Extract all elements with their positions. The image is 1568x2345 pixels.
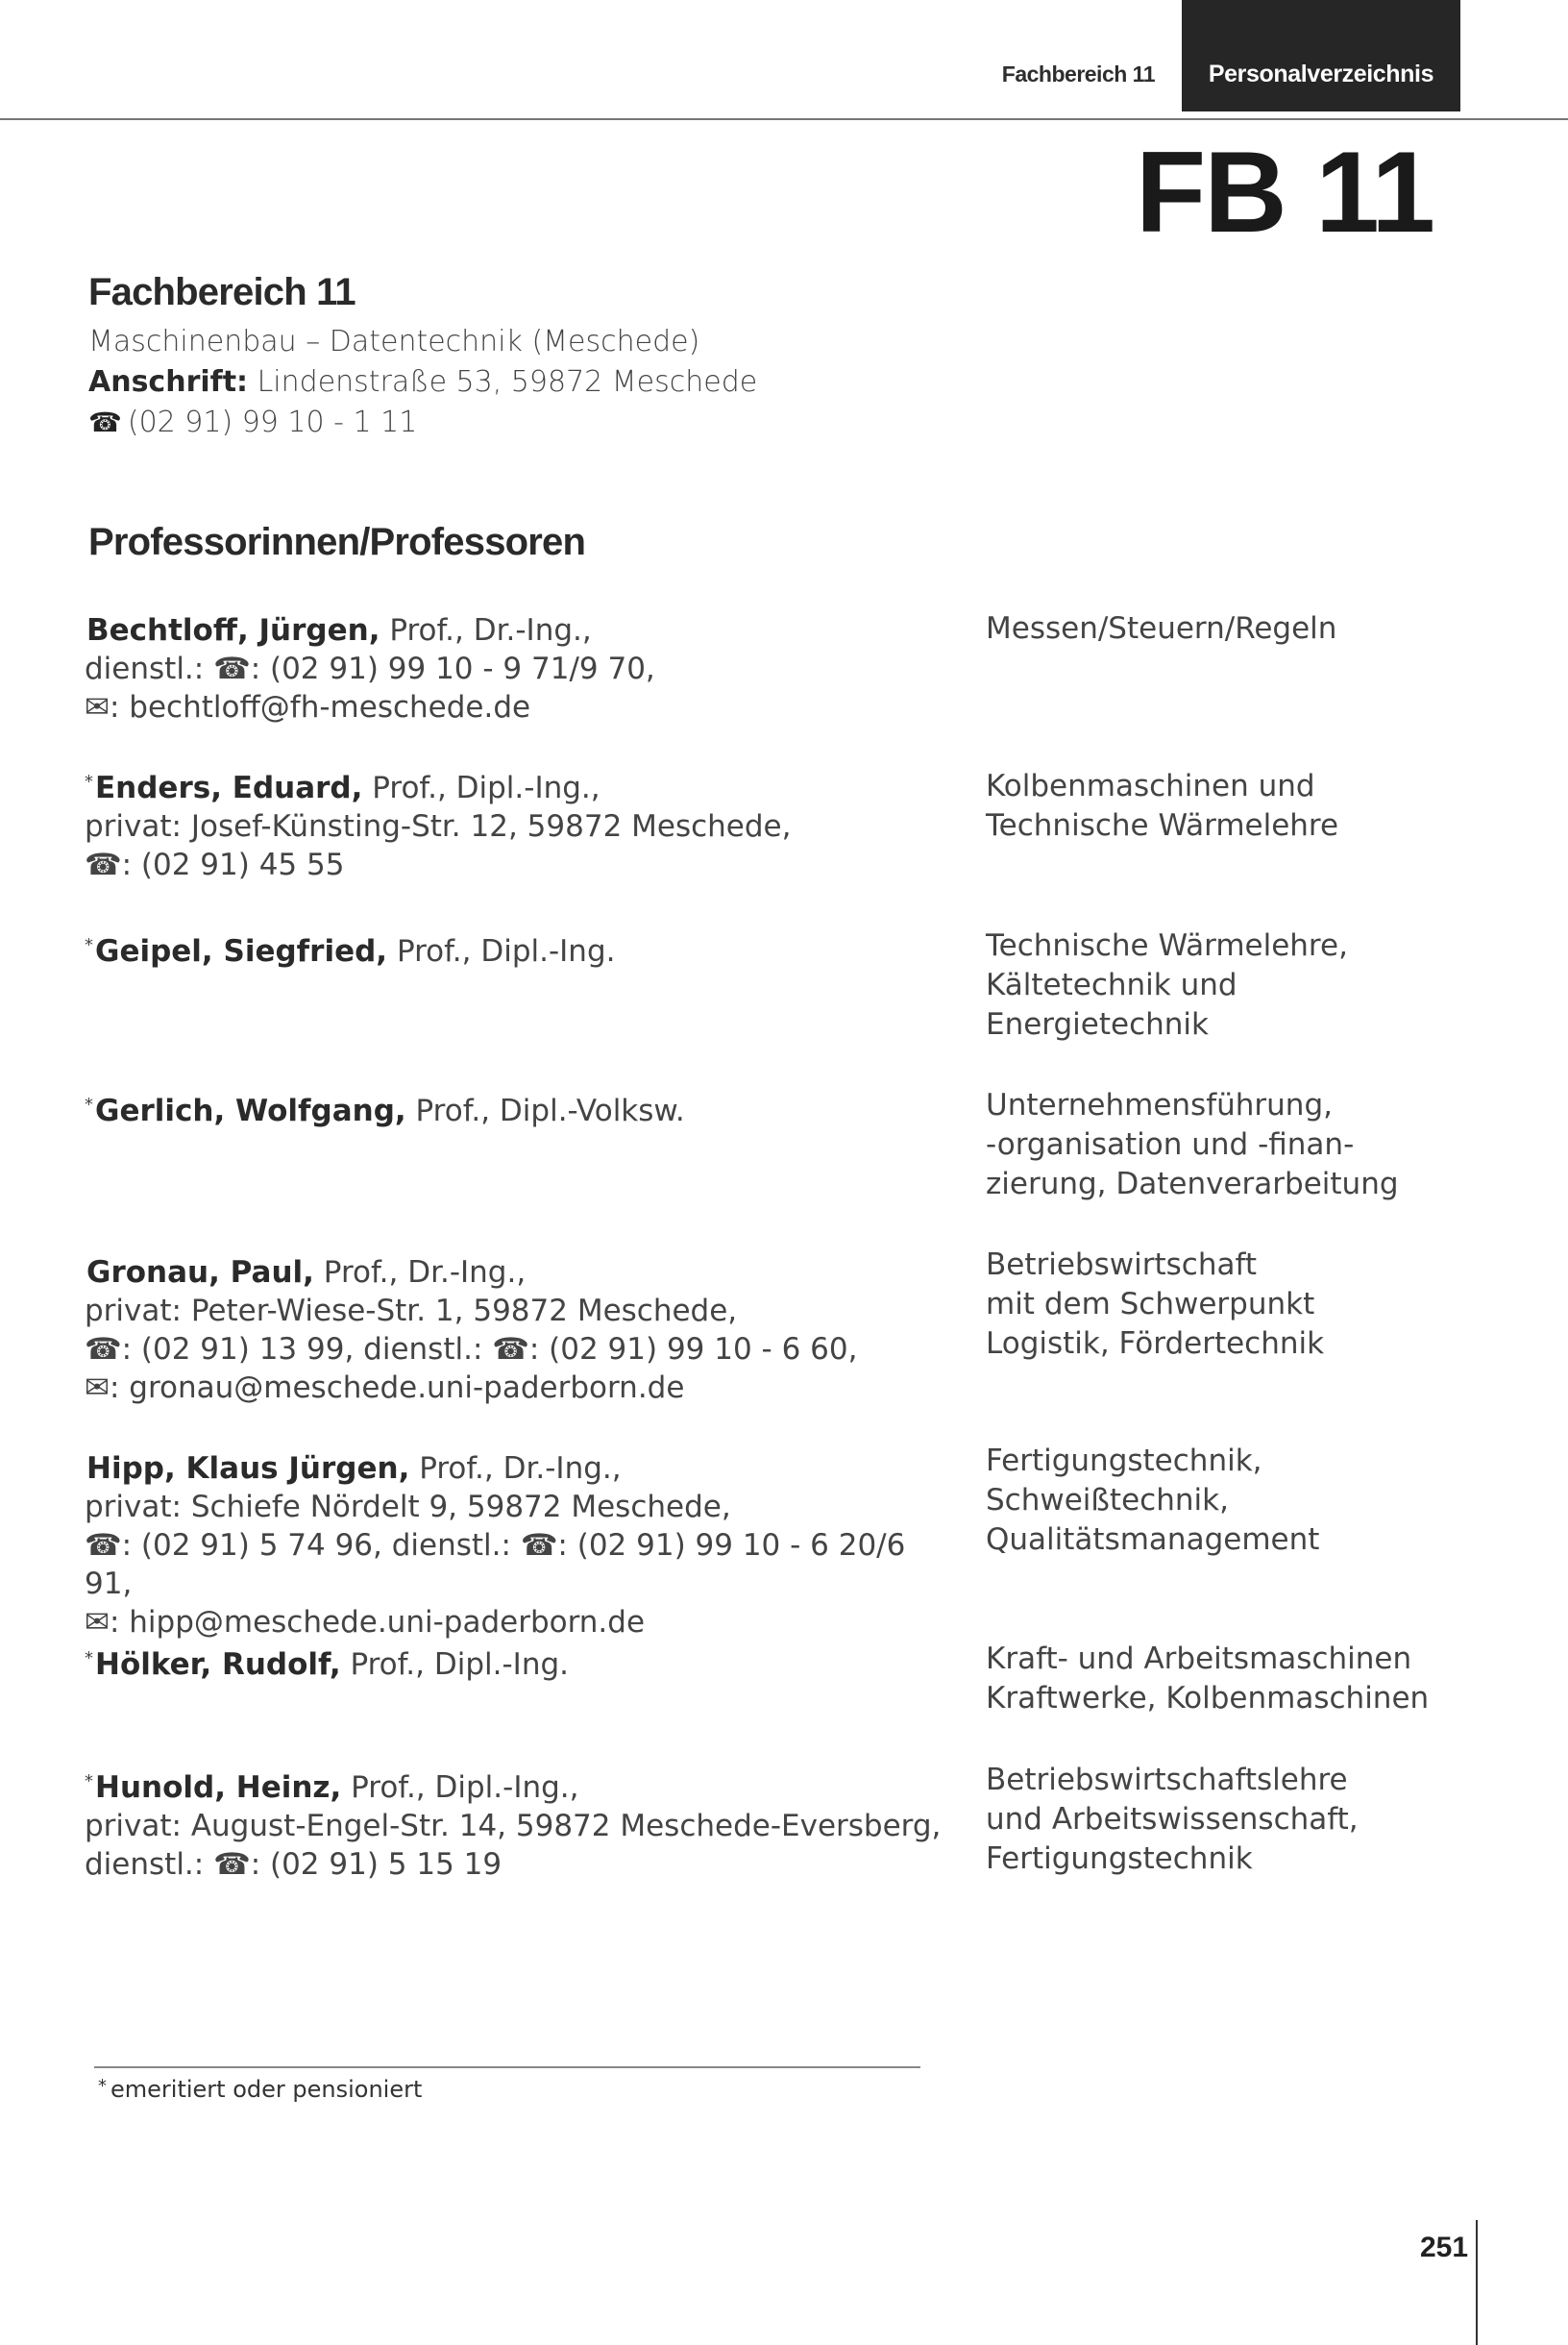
subject-7 <box>986 1761 1485 1879</box>
entry-line: privat: August-Engel-Str. 14, 59872 Meschede-Eversberg, <box>85 1809 942 1843</box>
entry-line: ☎: (02 91) 13 99, dienstl.: ☎: (02 91) 99 10 - 6 60, <box>85 1332 858 1367</box>
subject-line: Logistik, Fördertechnik <box>986 1326 1325 1361</box>
subject-line: Messen/Steuern/Regeln <box>986 611 1337 646</box>
section-title: Professorinnen/Professoren <box>88 521 586 563</box>
entry-line: ✉: bechtloff@fh-meschede.de <box>85 690 531 725</box>
header-section-label: Fachbereich 11 <box>1001 62 1155 86</box>
person-title: Prof., Dr.-Ing., <box>419 1451 622 1486</box>
person-title: Prof., Dipl.-Volksw. <box>415 1094 685 1128</box>
person-title: Prof., Dipl.-Ing., <box>372 771 600 805</box>
address-label: Anschrift: <box>88 365 249 399</box>
person-title: Prof., Dipl.-Ing. <box>350 1647 570 1682</box>
department-block <box>88 271 757 443</box>
header-tab-label: Personalverzeichnis <box>1208 60 1434 87</box>
footnote <box>98 2076 422 2103</box>
person-name: Bechtloff, Jürgen, <box>86 613 380 648</box>
subject-line: und Arbeitswissenschaft, <box>986 1802 1359 1837</box>
department-title: Fachbereich 11 <box>88 271 355 313</box>
department-address <box>88 362 757 403</box>
person-title: Prof., Dipl.-Ing., <box>351 1770 579 1805</box>
entry-line: ☎: (02 91) 5 74 96, dienstl.: ☎: (02 91) 99 10 - 6 20/6 91, <box>85 1528 906 1601</box>
person-name: Enders, Eduard, <box>95 771 363 805</box>
subject-3 <box>986 1086 1485 1204</box>
entry-6: *Hölker, Rudolf, Prof., Dipl.-Ing. <box>85 1647 570 1682</box>
subject-line: Kolbenmaschinen und <box>986 769 1315 803</box>
subject-6 <box>986 1640 1485 1718</box>
header-divider <box>0 118 1568 120</box>
subject-line: Fertigungstechnik <box>986 1841 1253 1876</box>
entry-3: *Gerlich, Wolfgang, Prof., Dipl.-Volksw. <box>85 1094 685 1128</box>
subject-line: Kältetechnik und <box>986 968 1237 1002</box>
entry-line: ☎: (02 91) 45 55 <box>85 848 345 882</box>
subject-line: Technische Wärmelehre <box>986 808 1339 843</box>
department-code: FB 11 <box>1135 128 1433 257</box>
entry-line: ✉: hipp@meschede.uni-paderborn.de <box>85 1605 646 1640</box>
subject-line: -organisation und -finan- <box>986 1127 1355 1162</box>
person-title: Prof., Dipl.-Ing. <box>396 934 616 969</box>
page-edge-rule <box>1476 2220 1478 2345</box>
entry-line: dienstl.: ☎: (02 91) 5 15 19 <box>85 1847 502 1882</box>
subject-5 <box>986 1442 1485 1560</box>
subject-line: Unternehmensführung, <box>986 1088 1333 1123</box>
person-name: Gronau, Paul, <box>86 1255 314 1290</box>
page-number: 251 <box>1420 2232 1469 2263</box>
person-title: Prof., Dr.-Ing., <box>323 1255 527 1290</box>
subject-line: Kraft- und Arbeitsmaschinen <box>986 1642 1412 1676</box>
department-subtitle: Maschinenbau – Datentechnik (Meschede) <box>88 325 700 358</box>
person-name: Gerlich, Wolfgang, <box>95 1094 406 1128</box>
subject-1 <box>986 767 1485 846</box>
entry-1: *Enders, Eduard, Prof., Dipl.-Ing., privat: Josef-Künsting-Str. 12, 59872 Meschede, ☎: (02 91) 45 55 <box>85 769 949 884</box>
header-tab <box>1182 0 1460 111</box>
subject-line: mit dem Schwerpunkt <box>986 1287 1315 1321</box>
footnote-star: * <box>98 2076 107 2096</box>
person-name: Hölker, Rudolf, <box>95 1647 341 1682</box>
entry-line: privat: Peter-Wiese-Str. 1, 59872 Meschede, <box>85 1294 738 1328</box>
subject-line: Betriebswirtschaft <box>986 1247 1257 1282</box>
subject-line: Kraftwerke, Kolbenmaschinen <box>986 1681 1430 1716</box>
subject-4 <box>986 1246 1485 1364</box>
subject-line: Betriebswirtschaftslehre <box>986 1763 1348 1797</box>
entry-line: privat: Schiefe Nördelt 9, 59872 Meschede, <box>85 1490 731 1524</box>
phone-icon: ☎ <box>88 407 122 438</box>
subject-0 <box>986 609 1485 649</box>
subject-2 <box>986 926 1485 1045</box>
entry-line: dienstl.: ☎: (02 91) 99 10 - 9 71/9 70, <box>85 652 655 686</box>
person-name: Geipel, Siegfried, <box>95 934 388 969</box>
footnote-divider <box>94 2066 920 2068</box>
entry-4 <box>85 1253 949 1407</box>
person-name: Hunold, Heinz, <box>95 1770 342 1805</box>
entry-line: privat: Josef-Künsting-Str. 12, 59872 Meschede, <box>85 809 792 844</box>
subject-line: Energietechnik <box>986 1007 1210 1042</box>
phone-value: (02 91) 99 10 - 1 11 <box>127 406 418 439</box>
department-phone <box>88 403 757 443</box>
entry-5 <box>85 1449 949 1642</box>
subject-line: Fertigungstechnik, <box>986 1444 1262 1478</box>
entry-7: *Hunold, Heinz, Prof., Dipl.-Ing., privat: August-Engel-Str. 14, 59872 Meschede-Eversberg, dienstl.: ☎: (02 91) 5 15 19 <box>85 1768 949 1884</box>
address-value: Lindenstraße 53, 59872 Meschede <box>257 365 758 399</box>
entry-line: ✉: gronau@meschede.uni-paderborn.de <box>85 1370 685 1405</box>
subject-line: Qualitätsmanagement <box>986 1522 1320 1557</box>
person-title: Prof., Dr.-Ing., <box>389 613 592 648</box>
entry-0 <box>85 611 949 727</box>
person-name: Hipp, Klaus Jürgen, <box>86 1451 410 1486</box>
subject-line: Technische Wärmelehre, <box>986 928 1348 963</box>
entry-2: *Geipel, Siegfried, Prof., Dipl.-Ing. <box>85 934 616 969</box>
footnote-text: emeritiert oder pensioniert <box>110 2076 423 2103</box>
subject-line: Schweißtechnik, <box>986 1483 1229 1518</box>
subject-line: zierung, Datenverarbeitung <box>986 1167 1399 1201</box>
